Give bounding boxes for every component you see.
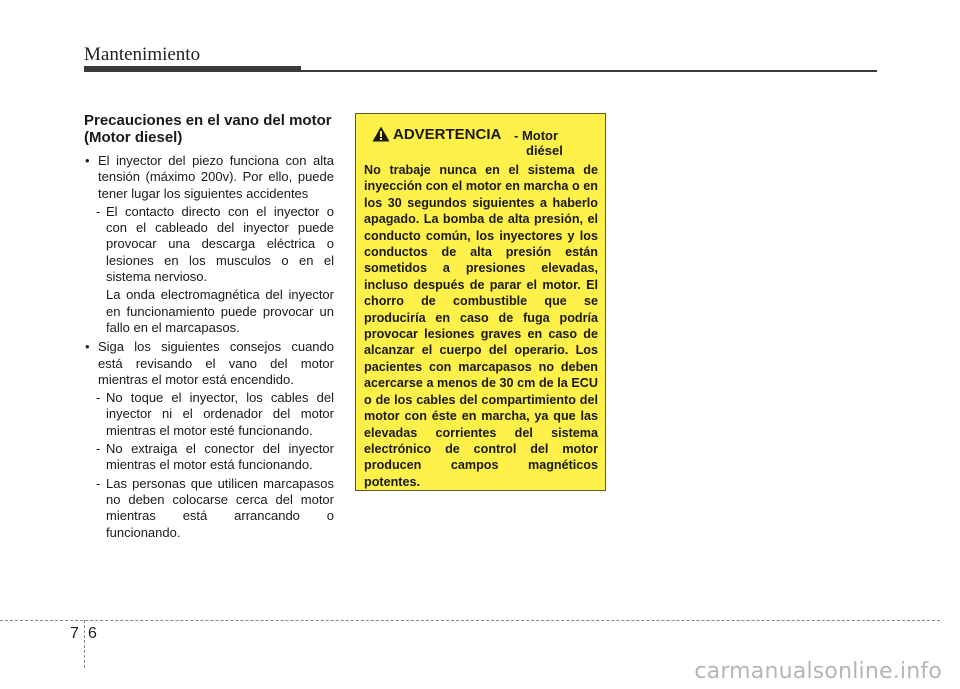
watermark: carmanualsonline.info [694, 659, 942, 684]
sub-text: Las personas que utilicen marcapasos no deben colocarse cerca del motor mientras está arrancando o funcionando. [106, 475, 334, 540]
header-bar-thin [301, 70, 877, 72]
warning-title: ADVERTENCIA [393, 126, 502, 143]
sub-item [84, 204, 334, 285]
sub-item-continuation: La onda electromagnética del inyector en funcionamiento puede provocar un fallo en el marcapasos. [106, 287, 334, 335]
footer-divider [0, 620, 940, 621]
warning-subtitle-line2: diésel [526, 143, 563, 158]
dash-marker: - [96, 203, 101, 219]
dash-marker: - [96, 441, 101, 457]
warning-body: No trabaje nunca en el sistema de inyección con el motor en marcha o en los 30 segundos siguientes a haberlo apagado. La bomba de alta presión, el conducto común, los inyectores y los conductos de alta presión están sometidos a presiones elevadas, incluso después de parar el motor. El chorro de combustible que se produciría en caso de fuga podría provocar lesiones graves en caso de alcanzar el cuerpo del operario. Los pacientes con marcapasos no deben acercarse a menos de 30 cm de la ECU o de los cables del compartimiento del motor con éste en marcha, ya que las elevadas corrientes del sistema electrónico de control del motor producen campos magnéticos potentes. [364, 163, 598, 489]
warning-triangle-icon [372, 126, 390, 142]
sub-text: No toque el inyector, los cables del inyector ni el ordenador del motor mientras el motor esté funcionando. [106, 390, 334, 438]
header-bar-thick [84, 66, 301, 72]
sub-text: No extraiga el conector del inyector mientras el motor está funcionando. [106, 441, 334, 473]
bullet-text: El inyector del piezo funciona con alta tensión (máximo 200v). Por ello, puede tener lugar los siguientes accidentes [98, 153, 334, 201]
warning-box [355, 113, 606, 491]
bullet-item [84, 153, 334, 202]
bullet-item [84, 339, 334, 388]
sub-item [84, 476, 334, 541]
chapter-number: 7 [70, 625, 79, 642]
page-number: 6 [88, 625, 97, 642]
footer-vertical-divider [84, 620, 85, 668]
left-column [84, 112, 334, 543]
sub-text: El contacto directo con el inyector o con el cableado del inyector puede provocar una descarga eléctrica o lesiones en los musculos o en el sistema nervioso. [106, 203, 334, 285]
section-heading: Precauciones en el vano del motor (Motor diesel) [84, 112, 332, 146]
bullet-text: Siga los siguientes consejos cuando está revisando el vano del motor mientras el motor está encendido. [98, 339, 334, 387]
dash-marker: - [96, 475, 101, 491]
sub-item [84, 441, 334, 474]
sub-item [84, 390, 334, 439]
header-title: Mantenimiento [84, 44, 201, 65]
dash-marker: - [96, 390, 101, 406]
warning-subtitle: - Motor [514, 128, 559, 143]
